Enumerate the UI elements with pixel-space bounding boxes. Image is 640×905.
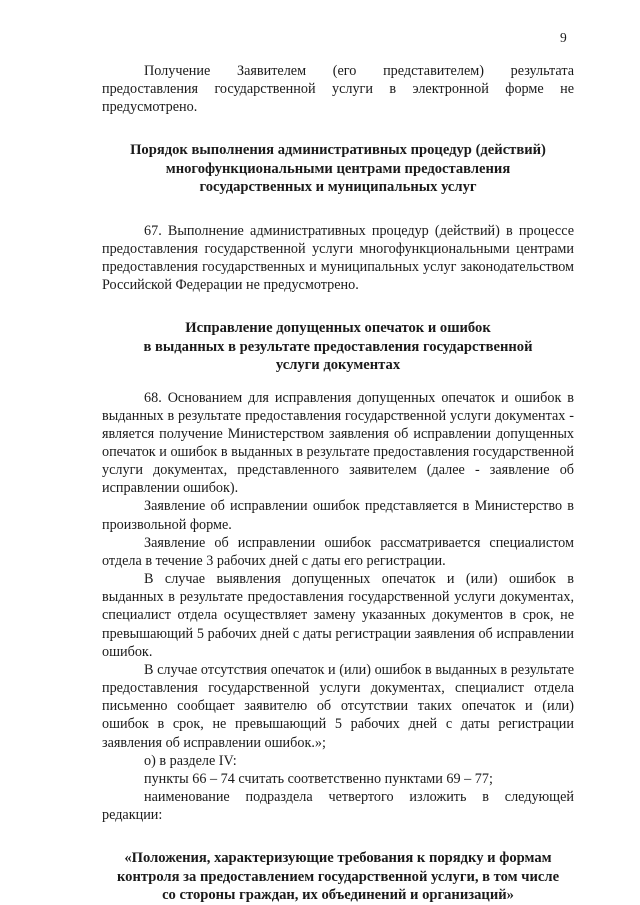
paragraph: Заявление об исправлении ошибок рассматривается специалистом отдела в течение 3 рабочих дней с даты его регистрации. bbox=[102, 534, 574, 569]
heading-line: Порядок выполнения административных процедур (действий) bbox=[130, 142, 546, 159]
section-heading-control bbox=[102, 849, 574, 904]
heading-line: услуги документах bbox=[275, 357, 401, 374]
heading-line: многофункциональными центрами предоставления bbox=[165, 160, 511, 177]
paragraph: наименование подраздела четвертого изложить в следующей редакции: bbox=[102, 788, 574, 824]
heading-line: в выданных в результате предоставления государственной bbox=[143, 338, 533, 355]
heading-line: контроля за предоставлением государственной услуги, в том числе bbox=[116, 868, 560, 885]
heading-line: государственных и муниципальных услуг bbox=[199, 179, 477, 196]
heading-line: «Положения, характеризующие требования к порядку и формам bbox=[124, 850, 552, 867]
paragraph-68: 68. Основанием для исправления допущенных опечаток и ошибок в выданных в результате предоставления государственной услуги документах - является получение Министерством заявления об исправлении допущенных опечаток и ошибок в выданных в результате предоставления государственной услуги документах, представленного заявителем (далее - заявление об исправлении ошибок). bbox=[102, 389, 574, 497]
paragraph: пункты 66 – 74 считать соответственно пунктами 69 – 77; bbox=[144, 770, 493, 787]
document-body bbox=[102, 62, 574, 905]
intro-paragraph: Получение Заявителем (его представителем) результата предоставления государственной услуги в электронной форме не предусмотрено. bbox=[102, 63, 574, 116]
paragraph: В случае отсутствия опечаток и (или) ошибок в выданных в результате предоставления государственной услуги документах, специалист отдела письменно сообщает заявителю об отсутствии таких опечаток и (или) ошибок в срок, не превышающий 5 рабочих дней с даты регистрации заявления об исправлении ошибок.»; bbox=[102, 661, 574, 751]
section-heading-mfc bbox=[102, 141, 574, 196]
paragraph: Заявление об исправлении ошибок представляется в Министерство в произвольной форме. bbox=[102, 498, 574, 533]
heading-line: со стороны граждан, их объединений и организаций» bbox=[162, 887, 514, 904]
section-heading-corrections bbox=[102, 319, 574, 374]
paragraph: о) в разделе IV: bbox=[144, 752, 237, 769]
heading-line: Исправление допущенных опечаток и ошибок bbox=[185, 320, 491, 337]
paragraph-67: 67. Выполнение административных процедур (действий) в процессе предоставления государственной услуги многофункциональными центрами предоставления государственных и муниципальных услуг законодательством Российской Федерации не предусмотрено. bbox=[102, 222, 574, 294]
paragraph: В случае выявления допущенных опечаток и (или) ошибок в выданных в результате предоставления государственной услуги документах, специалист отдела осуществляет замену указанных документов в срок, не превышающий 5 рабочих дней с даты регистрации заявления об исправлении ошибок. bbox=[102, 571, 574, 660]
page-number: 9 bbox=[560, 30, 567, 45]
